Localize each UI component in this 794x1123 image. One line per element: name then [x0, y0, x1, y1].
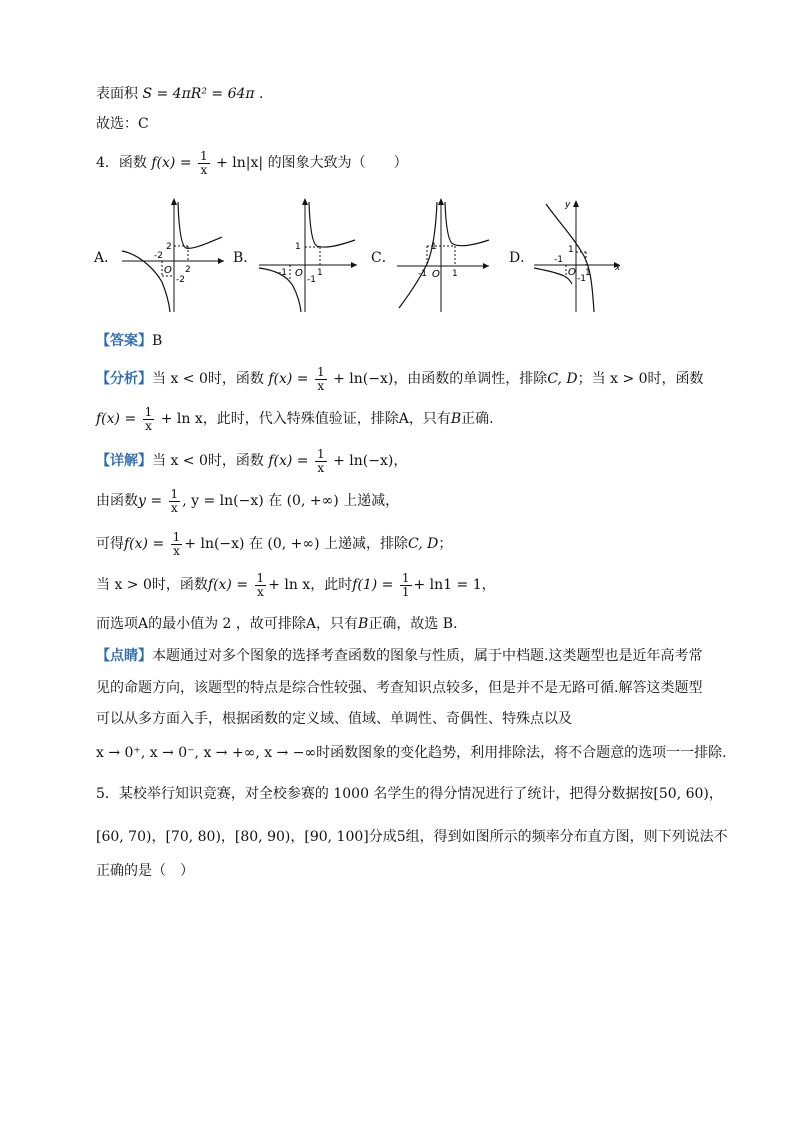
detail-line-4: 当 x > 0时，函数f(x) = $\frac{1}{x}$ + ln x，此时f(1) = $\frac{1}{1}$ + ln1 = 1，: [96, 570, 496, 599]
comment-tag: 【点睛】: [96, 648, 152, 664]
option-a-graph[interactable]: [118, 196, 228, 314]
tick-label: -1: [577, 274, 586, 284]
detail-line-2: 由函数y = $\frac{1}{x}$ , y = ln(−x) 在 (0, +∞) 上递减，: [96, 486, 400, 515]
tick-label: 2: [166, 242, 172, 252]
answer-line: [96, 331, 162, 351]
origin-label: O: [432, 269, 440, 280]
comment-line-3: 可以从多方面入手，根据函数的定义域、值域、单调性、奇偶性、特殊点以及: [96, 711, 572, 727]
answer-value: B: [152, 333, 163, 349]
tick-label: -1: [418, 269, 427, 279]
option-c-graph[interactable]: [393, 196, 493, 314]
q5-line-2: [60, 70)，[70, 80)，[80, 90)，[90, 100]分成5组，得到如图所示的频率分布直方图，则下列说法不: [96, 829, 728, 845]
tick-label: -2: [176, 275, 185, 285]
option-b-graph[interactable]: [255, 196, 361, 314]
tick-label: 1: [585, 268, 591, 278]
q4-func-rest: + ln|x|: [216, 155, 264, 171]
q4-stem: [96, 148, 408, 178]
detail-line-5: 而选项A的最小值为 2 ，故可排除A，只有B正确，故选 B.: [96, 616, 458, 632]
option-b-label[interactable]: B．: [233, 250, 258, 266]
q5-line-1: 5．某校举行知识竞赛，对全校参赛的 1000 名学生的得分情况进行了统计，把得分数据按[50, 60)，: [96, 786, 723, 802]
option-a-label[interactable]: A．: [94, 250, 119, 266]
surface-area-prefix: 表面积: [96, 86, 138, 102]
detail-tag: 【详解】: [96, 453, 152, 469]
analysis-tag: 【分析】: [96, 371, 152, 387]
tick-label: -2: [154, 251, 163, 261]
analysis-line-2: f(x) = $\frac{1}{x}$ + ln x，此时，代入特殊值验证，排除A，只有B正确.: [96, 404, 494, 433]
tick-label: 1: [568, 245, 574, 255]
detail-line-3: 可得f(x) = $\frac{1}{x}$ + ln(−x) 在 (0, +∞) 上递减，排除C, D；: [96, 529, 453, 558]
q4-stem-prefix: 4．函数: [96, 155, 147, 171]
tick-label: 1: [317, 268, 323, 278]
tick-label: 2: [185, 265, 191, 275]
option-d-label[interactable]: D．: [509, 250, 535, 266]
tick-label: 1: [452, 269, 458, 279]
tick-label: 1: [295, 242, 301, 252]
prev-answer-line: 故选：C: [96, 116, 149, 132]
origin-label: O: [164, 265, 172, 276]
surface-area-formula: S = 4πR² = 64π .: [142, 86, 264, 102]
analysis-line-1: 【分析】当 x < 0时，函数 f(x) = $\frac{1}{x}$ + ln(−x)，由函数的单调性，排除C, D；当 x > 0时，函数: [96, 364, 704, 393]
tick-label: -1: [278, 268, 287, 278]
option-d-graph[interactable]: [532, 196, 624, 314]
comment-line-1: 【点睛】本题通过对多个图象的选择考查函数的图象与性质，属于中档题.这类题型也是近年高考常: [96, 648, 703, 664]
comment-line-2: 见的命题方向，该题型的特点是综合性较强、考查知识点较多，但是并不是无路可循.解答这类题型: [96, 680, 703, 696]
q4-func-lhs: f(x) =: [151, 155, 192, 171]
tick-label: 1: [431, 242, 437, 252]
detail-line-1: 【详解】当 x < 0时，函数 f(x) = $\frac{1}{x}$ + ln(−x)，: [96, 446, 408, 475]
answer-tag: 【答案】: [96, 333, 152, 349]
q4-fraction: $\frac{1}{x}$: [200, 148, 208, 177]
axis-label: y: [565, 200, 571, 210]
tick-label: -1: [307, 275, 316, 285]
origin-label: O: [568, 267, 576, 278]
comment-line-4: x → 0⁺, x → 0⁻, x → +∞, x → −∞时函数图象的变化趋势，利用排除法，将不合题意的选项一一排除.: [96, 745, 727, 761]
option-c-label[interactable]: C．: [371, 250, 396, 266]
origin-label: O: [295, 268, 303, 279]
tick-label: -1: [554, 255, 563, 265]
q4-stem-suffix: 的图象大致为（ ）: [267, 155, 408, 171]
surface-area-line: [96, 84, 263, 104]
q5-line-3: 正确的是（ ）: [96, 863, 194, 879]
axis-label: x: [615, 263, 621, 273]
